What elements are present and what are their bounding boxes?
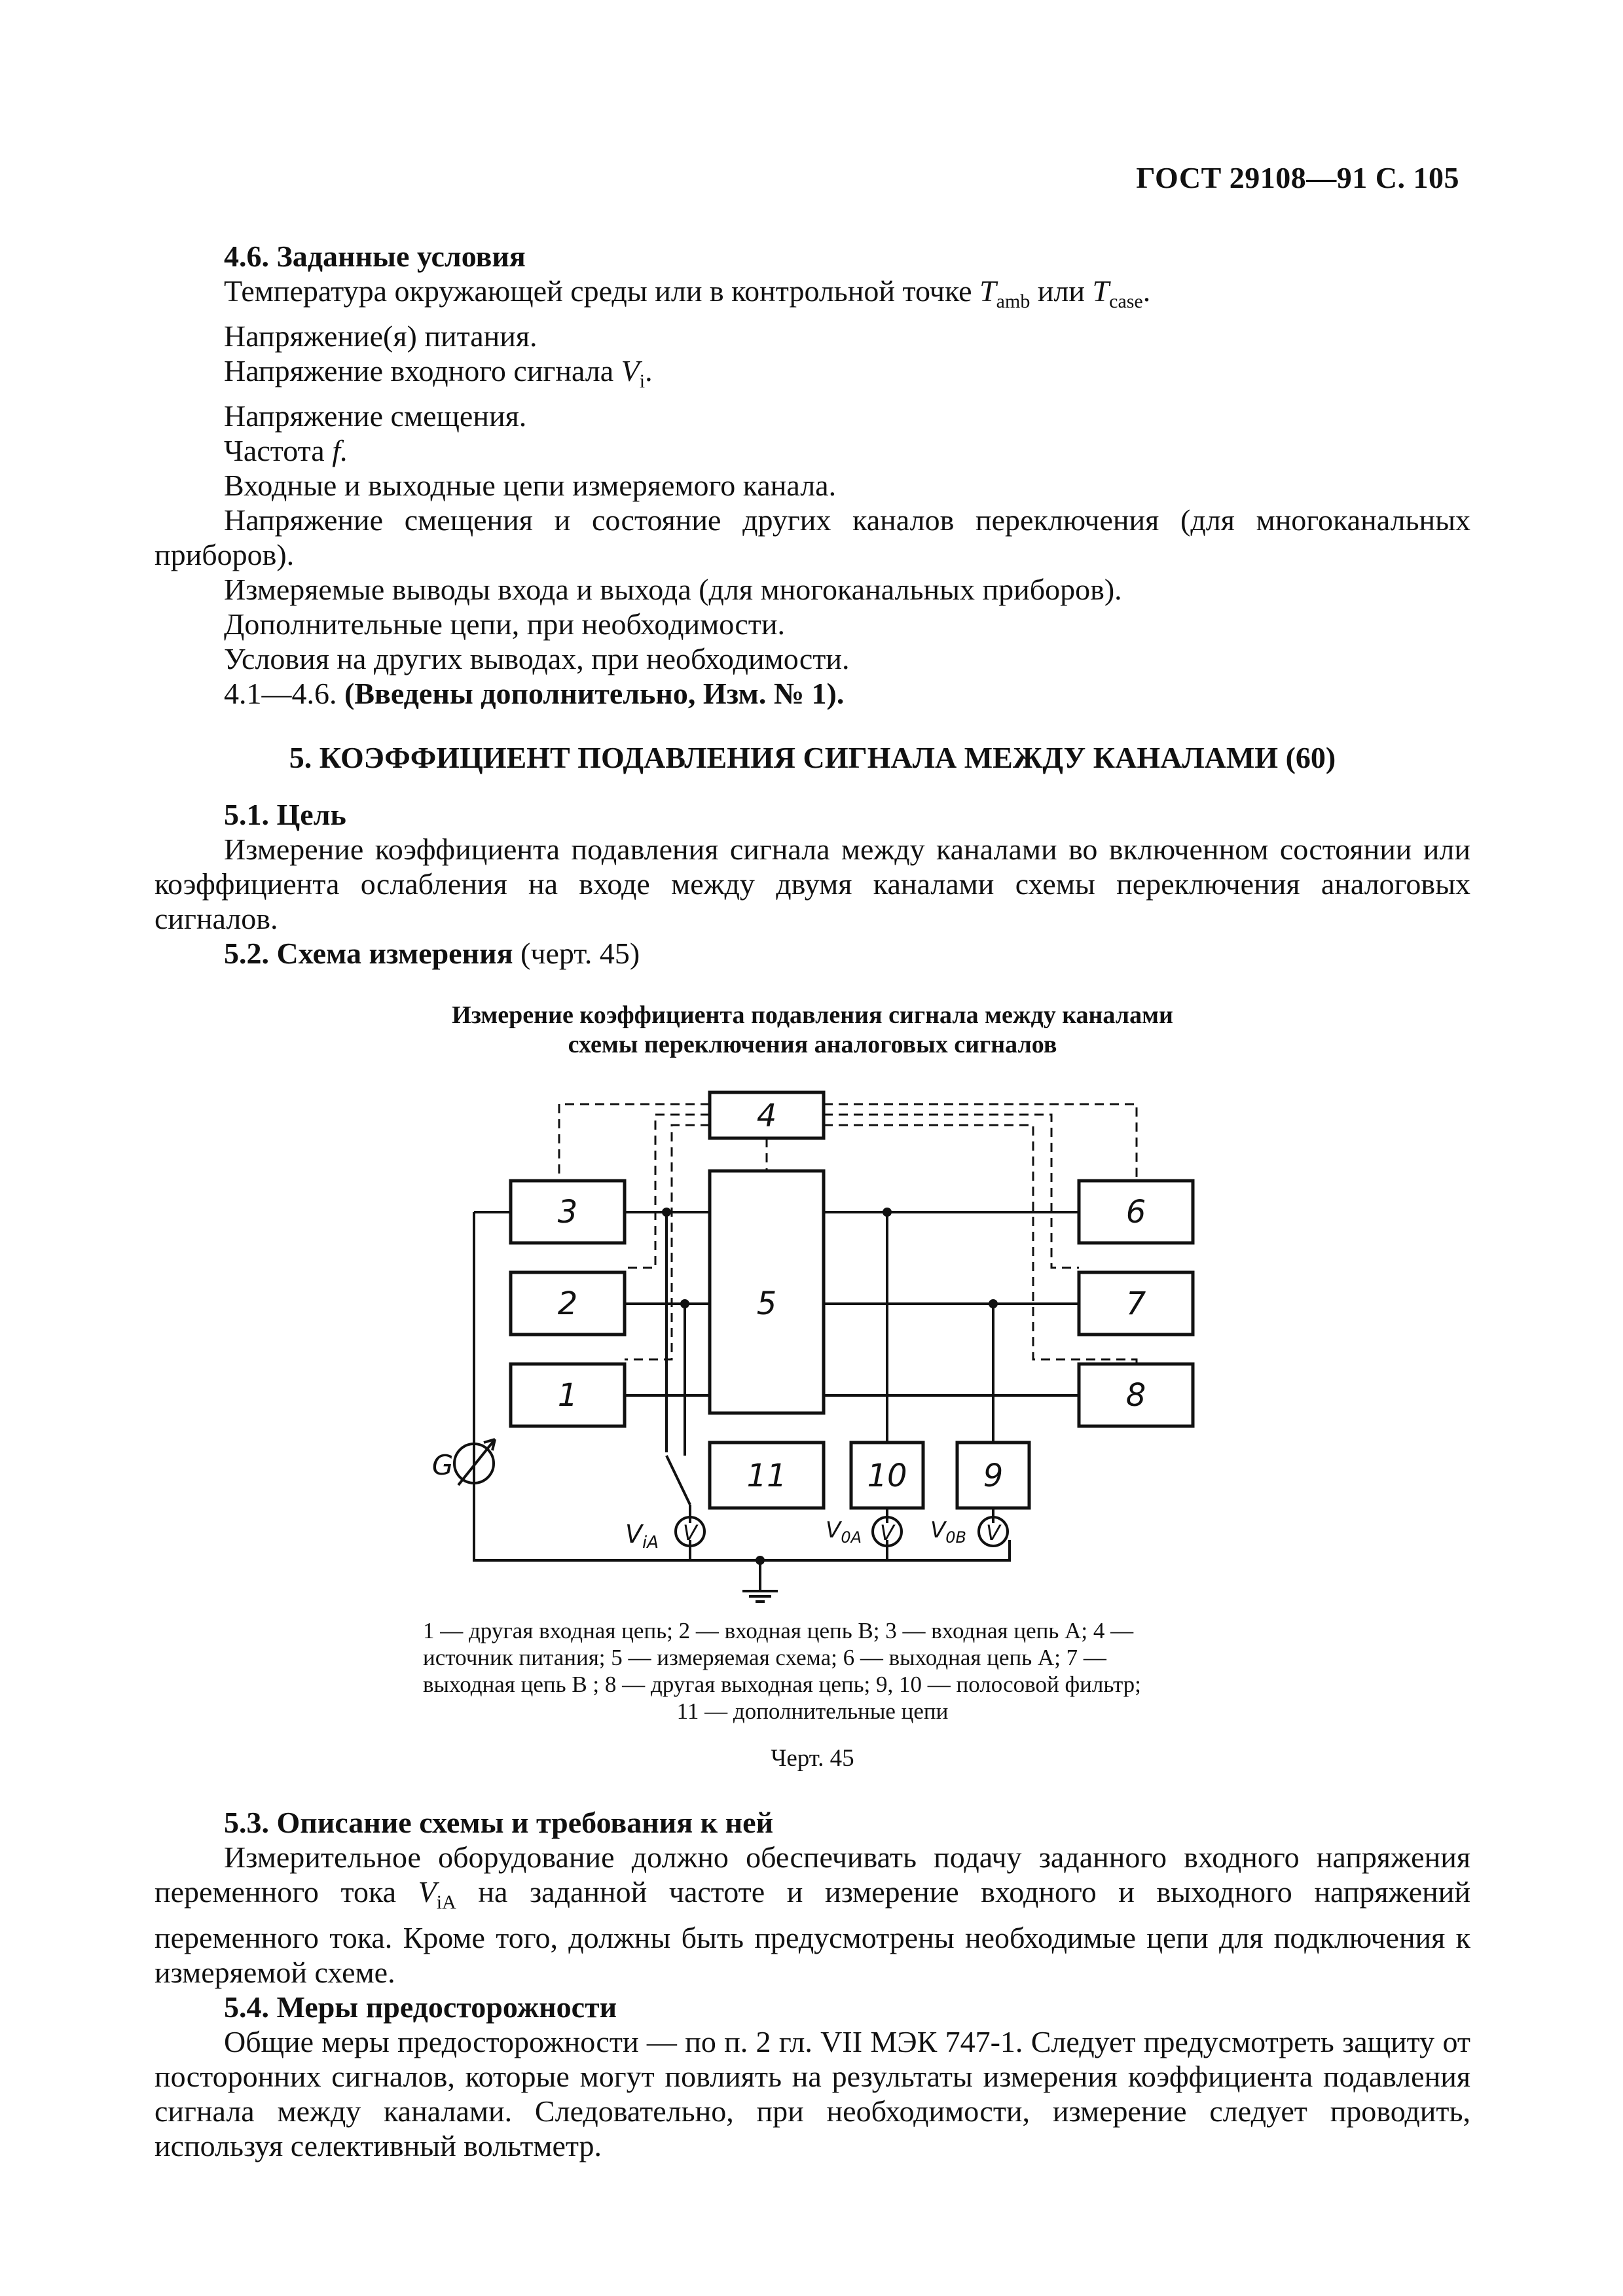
voltmeter-v-ob [930, 1517, 1008, 1547]
svg-text:V: V [880, 1520, 894, 1546]
condition-io-circuits: Входные и выходные цепи измеряемого канала. [224, 469, 837, 503]
dash-supply-input-a [559, 1104, 710, 1181]
dash-supply-output-b [824, 1115, 1079, 1268]
svg-text:G: G [431, 1449, 454, 1482]
condition-other-pins: Условия на других выводах, при необходимости. [224, 642, 850, 676]
svg-text:V: V [683, 1520, 697, 1546]
svg-text:10: 10 [867, 1458, 907, 1495]
svg-text:ViA: $V_{iA}$ [625, 1520, 659, 1553]
dash-supply-output-a [824, 1104, 1137, 1181]
voltmeter-v-ia [625, 1517, 704, 1552]
svg-text:4: 4 [756, 1098, 777, 1135]
page-header: ГОСТ 29108—91 С. 105 [1136, 161, 1459, 194]
condition-frequency: Частота f. [224, 434, 348, 468]
svg-text:11: 11 [746, 1458, 787, 1495]
svg-text:2: 2 [557, 1285, 578, 1323]
voltmeter-v-oa [826, 1517, 902, 1547]
svg-text:1: 1 [557, 1377, 578, 1414]
svg-text:V0A: $V_{0A}$ [826, 1517, 862, 1547]
signal-generator-symbol [432, 1439, 495, 1485]
amendment-note: 4.1—4.6. (Введены дополнительно, Изм. № 1). [224, 677, 845, 711]
condition-other-channels: Напряжение смещения и состояние других каналов переключения (для многоканальных приборов). [155, 503, 1470, 572]
page-content [155, 239, 1470, 2163]
section-5-1-text: Измерение коэффициента подавления сигнала между каналами во включенном состоянии или коэффициента ослабления на входе между двумя каналами схемы переключения аналоговых сигналов. [155, 833, 1470, 936]
figure-title: Измерение коэффициента подавления сигнала между каналами схемы переключения аналоговых сигналов [452, 1001, 1173, 1059]
condition-supply: Напряжение(я) питания. [224, 319, 538, 353]
condition-terminals: Измеряемые выводы входа и выхода (для многоканальных приборов). [224, 573, 1122, 607]
svg-text:3: 3 [557, 1194, 578, 1231]
section-5-4-title: 5.4. Меры предосторожности [224, 1990, 617, 2024]
svg-text:6: 6 [1125, 1194, 1146, 1231]
svg-text:7: 7 [1125, 1285, 1146, 1323]
section-4-6-title: 4.6. Заданные условия [224, 240, 526, 273]
svg-text:5: 5 [756, 1285, 777, 1323]
section-5-3-text: Измерительное оборудование должно обеспечивать подачу заданного входного напряжения переменного тока $V_{iA}$ на заданной частоте и измерение входного и выходного напряжений переменного тока. Кроме того, должны быть предусмотрены необходимые цепи для подключения к измеряемой схеме. [155, 1840, 1470, 1989]
svg-text:V0B: $V_{0B}$ [930, 1517, 966, 1547]
ground-symbol [742, 1591, 778, 1602]
measurement-circuit-diagram [155, 1073, 1470, 1603]
condition-extra-circuits: Дополнительные цепи, при необходимости. [224, 607, 785, 641]
svg-text:V: V [986, 1520, 1000, 1546]
section-5-2-title: 5.2. Схема измерения (черт. 45) [224, 937, 640, 971]
svg-text:8: 8 [1125, 1377, 1146, 1414]
section-5-3-title: 5.3. Описание схемы и требования к ней [224, 1806, 774, 1840]
section-5-1-title: 5.1. Цель [224, 798, 346, 832]
svg-text:9: 9 [983, 1458, 1004, 1495]
condition-input-voltage: Напряжение входного сигнала $V_i$. [224, 354, 653, 393]
figure-number: Черт. 45 [771, 1745, 854, 1772]
figure-legend: 1 — другая входная цепь; 2 — входная цепь B; 3 — входная цепь A; 4 — источник питания; 5 — измеряемая схема; 6 — выходная цепь A; 7 — выходная цепь B ; 8 — другая выходная цепь; 9, 10 — полосовой фильтр; 11 — дополнительные цепи [423, 1618, 1141, 1725]
section-5-4-text: Общие меры предосторожности — по п. 2 гл. VII МЭК 747-1. Следует предусмотреть защиту от посторонних сигналов, которые могут повлиять на результаты измерения коэффициента подавления сигнала между каналами. Следовательно, при необходимости, измерение следует проводить, используя селективный вольтметр. [155, 2024, 1470, 2162]
condition-temperature: Температура окружающей среды или в контрольной точке $T_{amb}$ или $T_{case}$. [224, 274, 1151, 313]
wire-switch-lever [666, 1456, 690, 1505]
section-5-title: 5. КОЭФФИЦИЕНТ ПОДАВЛЕНИЯ СИГНАЛА МЕЖДУ КАНАЛАМИ (60) [289, 741, 1336, 775]
condition-bias: Напряжение смещения. [224, 399, 527, 433]
